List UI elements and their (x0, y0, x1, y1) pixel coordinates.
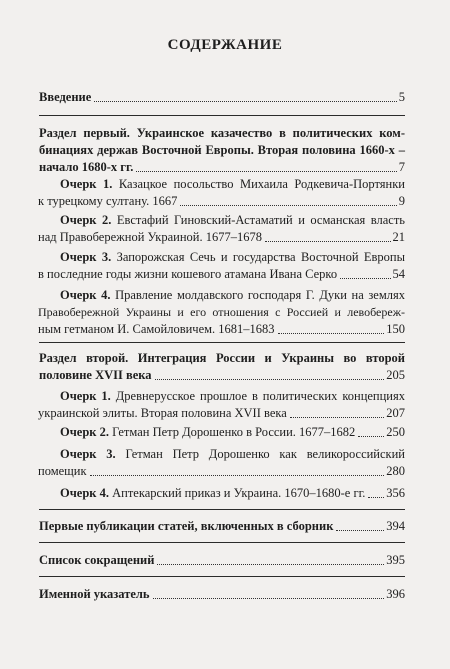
page-number: 250 (386, 425, 405, 439)
separator-line (39, 576, 405, 577)
entry-title: Список сокращений (39, 553, 155, 567)
entry-line: в последние годы жизни кошевого атамана Ивана Серко (38, 267, 338, 281)
page-title: СОДЕРЖАНИЕ (167, 37, 283, 53)
page-number: 394 (386, 519, 405, 533)
leader-dots (157, 563, 384, 565)
page-number: 7 (398, 160, 405, 174)
entry-line: Правобережной Украины и его отношения с Россией и левобереж- (38, 305, 405, 319)
leader-dots (265, 240, 391, 242)
entry-line: бинациях держав Восточной Европы. Вторая половина 1660-х – (39, 143, 405, 157)
leader-dots (136, 170, 396, 172)
leader-dots (180, 204, 396, 206)
separator-line (39, 342, 405, 343)
entry-title: Введение (39, 90, 92, 104)
essay-label: Очерк 3. (60, 447, 116, 461)
separator-line (39, 509, 405, 510)
page-number: 5 (398, 90, 405, 104)
page-number: 21 (392, 230, 405, 244)
toc-entry-essay-2-4[interactable] (60, 485, 405, 502)
page-number: 207 (386, 406, 405, 420)
toc-entry-abbreviations[interactable] (39, 552, 405, 569)
page-number: 395 (386, 553, 405, 567)
leader-dots (153, 597, 385, 599)
page-number: 54 (392, 267, 405, 281)
page-number: 205 (386, 368, 405, 382)
toc-entry-part-1[interactable] (39, 125, 405, 176)
toc-entry-essay-2-3[interactable] (38, 446, 405, 480)
entry-line: Древнерусское прошлое в политических концепциях (115, 389, 406, 403)
toc-entry-essay-2-2[interactable] (60, 424, 405, 441)
separator-line (39, 115, 405, 116)
leader-dots (290, 416, 384, 418)
entry-title: Первые публикации статей, включенных в сборник (39, 519, 334, 533)
entry-line: к турецкому султану. 1667 (38, 194, 178, 208)
toc-entry-name-index[interactable] (39, 586, 405, 603)
toc-entry-intro[interactable] (39, 89, 405, 106)
entry-line: половине XVII века (39, 368, 152, 382)
toc-entry-essay-1-1[interactable] (38, 176, 405, 210)
essay-label: Очерк 1. (60, 389, 111, 403)
leader-dots (358, 435, 384, 437)
toc-entry-part-2[interactable] (39, 350, 405, 384)
entry-line: помещик (38, 464, 87, 478)
toc-entry-essay-1-4[interactable] (38, 287, 405, 338)
entry-line: Гетман Петр Дорошенко в России. 1677–1682 (112, 425, 356, 439)
leader-dots (155, 378, 385, 380)
essay-label: Очерк 2. (60, 425, 109, 439)
entry-line: Евстафий Гиновский-Астаматий и османская власть (116, 213, 406, 227)
entry-line: начало 1680-х гг. (39, 160, 134, 174)
entry-line: Раздел второй. Интеграция России и Украины во второй (39, 351, 405, 365)
leader-dots (94, 100, 396, 102)
leader-dots (340, 277, 390, 279)
entry-line: над Правобережной Украиной. 1677–1678 (38, 230, 262, 244)
toc-entry-essay-2-1[interactable] (38, 388, 406, 422)
page-number: 356 (386, 486, 405, 500)
leader-dots (368, 496, 384, 498)
essay-label: Очерк 3. (60, 250, 112, 264)
essay-label: Очерк 4. (60, 288, 111, 302)
page-number: 280 (386, 464, 405, 478)
entry-line: украинской элиты. Вторая половина XVII века (38, 406, 287, 420)
entry-line: Гетман Петр Дорошенко как великороссийский (125, 447, 405, 461)
page-number: 396 (386, 587, 405, 601)
essay-label: Очерк 2. (60, 213, 112, 227)
leader-dots (90, 474, 385, 476)
entry-line: Аптекарский приказ и Украина. 1670–1680-е гг. (112, 486, 366, 500)
leader-dots (278, 332, 385, 334)
toc-entry-publications[interactable] (39, 518, 405, 535)
essay-label: Очерк 1. (60, 177, 113, 191)
entry-line: Раздел первый. Украинское казачество в политических ком- (39, 126, 405, 140)
toc-entry-essay-1-3[interactable] (38, 249, 405, 283)
page-number: 9 (398, 194, 405, 208)
entry-line: Правление молдавского господаря Г. Дуки на землях (115, 288, 405, 302)
page-number: 150 (386, 322, 405, 336)
separator-line (39, 542, 405, 543)
entry-line: Казацкое посольство Михаила Родкевича-Портянки (118, 177, 405, 191)
leader-dots (336, 529, 384, 531)
toc-entry-essay-1-2[interactable] (38, 212, 406, 246)
entry-line: ным гетманом И. Самойловичем. 1681–1683 (38, 322, 275, 336)
entry-line: Запорожская Сечь и государства Восточной Европы (116, 250, 405, 264)
essay-label: Очерк 4. (60, 486, 109, 500)
entry-title: Именной указатель (39, 587, 150, 601)
